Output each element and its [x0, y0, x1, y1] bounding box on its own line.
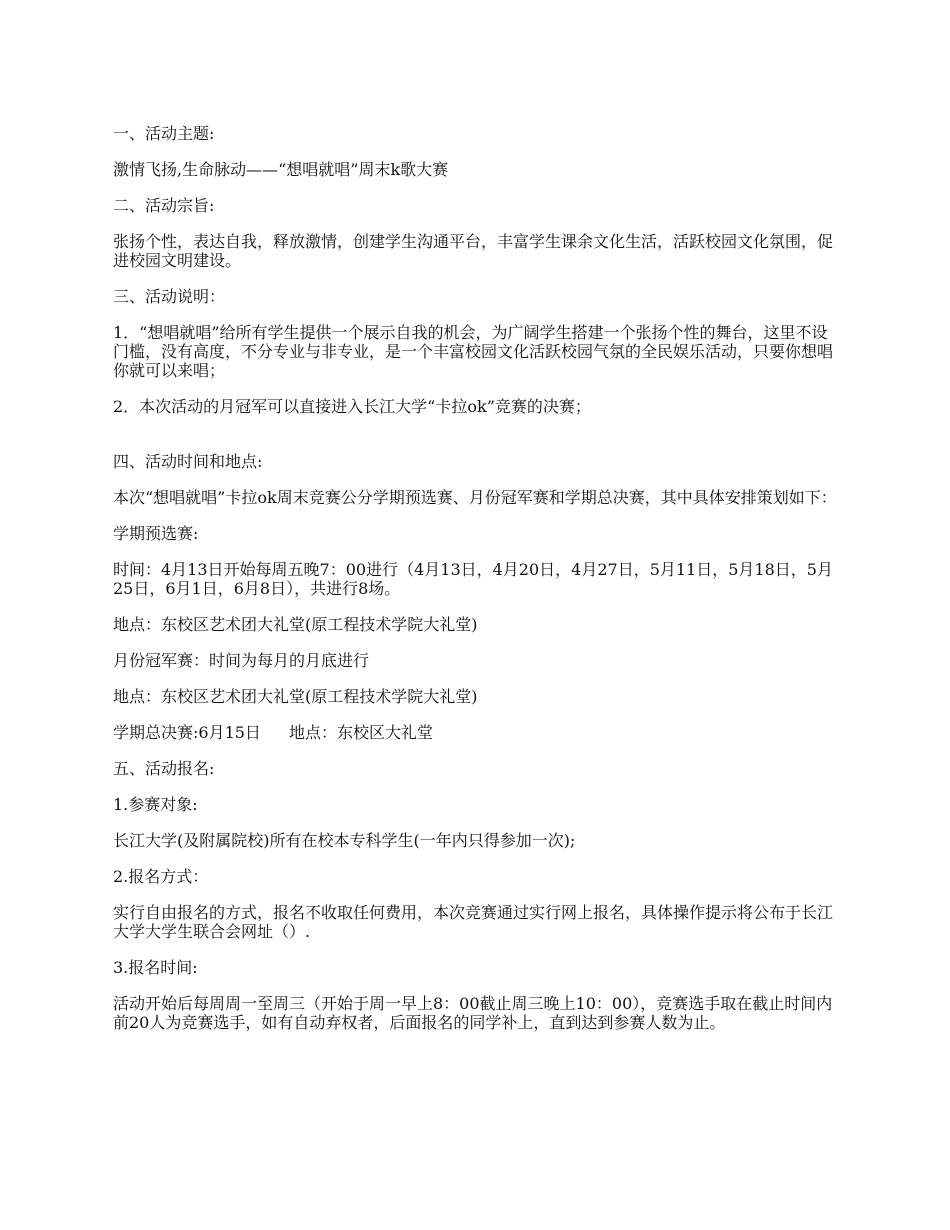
document-body	[113, 124, 843, 1049]
description-item-2: 2．本次活动的月冠军可以直接进入长江大学“卡拉ok”竞赛的决赛；	[113, 397, 591, 416]
preliminary-location: 地点：东校区艺术团大礼堂(原工程技术学院大礼堂)	[113, 615, 478, 634]
theme-text: 激情飞扬,生命脉动——“想唱就唱”周末k歌大赛	[113, 160, 449, 179]
registration-subheading-time: 3.报名时间:	[113, 958, 198, 977]
monthly-final-location: 地点：东校区艺术团大礼堂(原工程技术学院大礼堂)	[113, 687, 478, 706]
semester-final-location: 地点：东校区大礼堂	[288, 723, 433, 742]
method-text: 实行自由报名的方式，报名不收取任何费用，本次竞赛通过实行网上报名，具体操作提示将公布于长江大学大学生联合会网址（）.	[113, 903, 834, 941]
section-heading-registration: 五、活动报名:	[113, 759, 215, 778]
registration-time-text: 活动开始后每周周一至周三（开始于周一早上8：00截止周三晚上10：00），竞赛选手取在截止时间内前20人为竞赛选手，如有自动弃权者，后面报名的同学补上，直到达到参赛人数为止。	[113, 994, 833, 1032]
description-item-1: 1．“想唱就唱”给所有学生提供一个展示自我的机会，为广阔学生搭建一个张扬个性的舞台，这里不设门槛，没有高度，不分专业与非专业，是一个丰富校园文化活跃校园气氛的全民娱乐活动，只要你想唱你就可以来唱；	[113, 323, 834, 380]
monthly-final-time: 月份冠军赛：时间为每月的月底进行	[113, 651, 370, 670]
section-heading-time-place: 四、活动时间和地点:	[113, 452, 263, 471]
section-heading-description: 三、活动说明：	[113, 287, 226, 306]
preliminary-heading: 学期预选赛:	[113, 524, 199, 543]
semester-final	[113, 723, 843, 742]
section-heading-theme: 一、活动主题:	[113, 124, 215, 143]
purpose-text: 张扬个性，表达自我，释放激情，创建学生沟通平台，丰富学生课余文化生活，活跃校园文化氛围，促进校园文明建设。	[113, 232, 834, 270]
registration-subheading-eligibility: 1.参赛对象:	[113, 795, 198, 814]
section-heading-purpose: 二、活动宗旨:	[113, 196, 215, 215]
eligibility-text: 长江大学(及附属院校)所有在校本专科学生(一年内只得参加一次);	[113, 831, 576, 850]
registration-subheading-method: 2.报名方式：	[113, 867, 209, 886]
semester-final-date: 学期总决赛:6月15日	[113, 723, 261, 742]
schedule-intro: 本次“想唱就唱”卡拉ok周末竞赛公分学期预选赛、月份冠军赛和学期总决赛，其中具体安排策划如下：	[113, 488, 837, 507]
preliminary-time: 时间：4月13日开始每周五晚7：00进行（4月13日，4月20日，4月27日，5月11日，5月18日，5月25日，6月1日，6月8日），共进行8场。	[113, 560, 833, 598]
